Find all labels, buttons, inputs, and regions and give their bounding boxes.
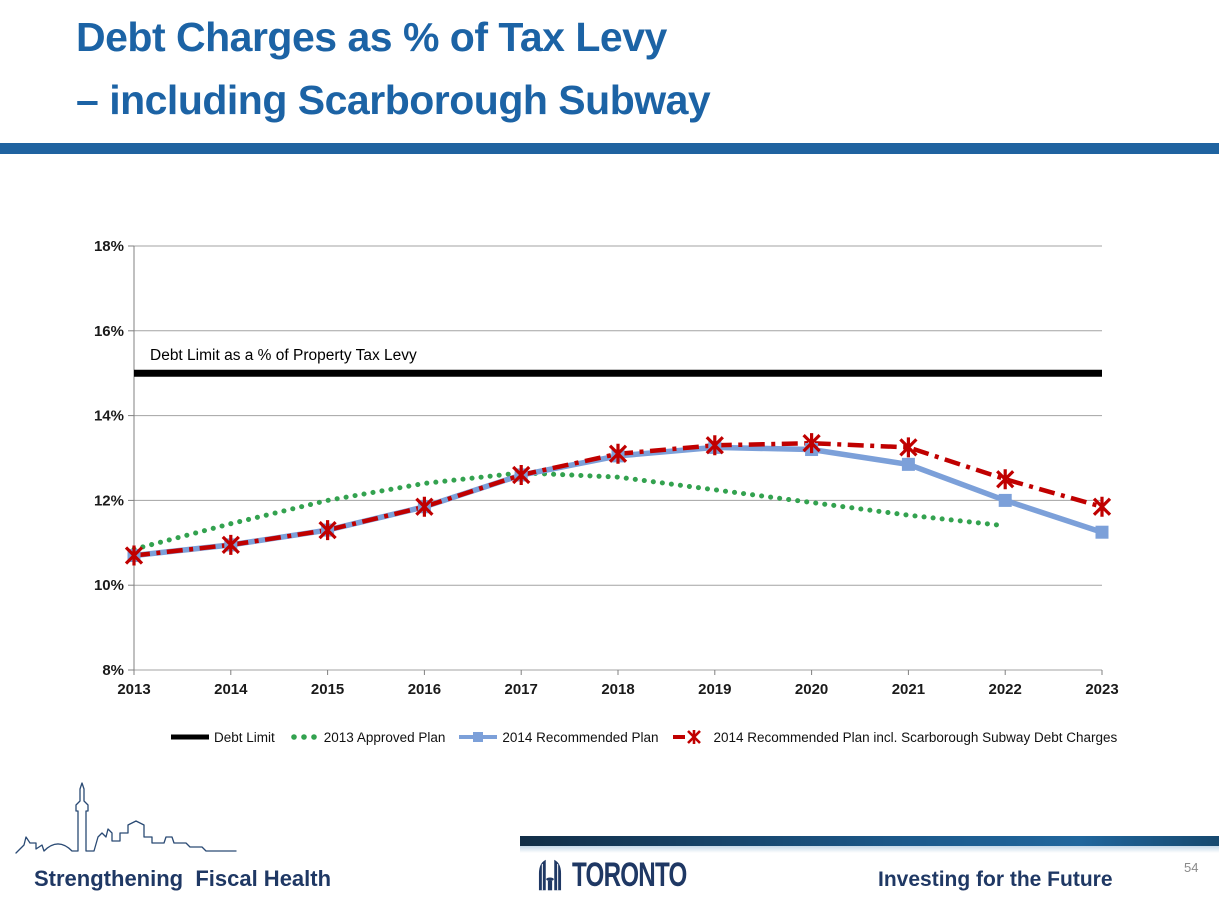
- title-rule-bar: [0, 143, 1219, 154]
- legend-label-2014-recommended: 2014 Recommended Plan: [502, 729, 659, 745]
- svg-text:2021: 2021: [891, 681, 926, 698]
- debt-chart-area: [0, 230, 1219, 710]
- legend-label-2013-approved: 2013 Approved Plan: [323, 729, 446, 745]
- svg-text:12%: 12%: [93, 492, 124, 510]
- svg-text:10%: 10%: [93, 577, 124, 595]
- red-dash-x-icon: [672, 727, 710, 747]
- chart-legend: [170, 727, 1219, 747]
- legend-item-2014-scarborough: [672, 727, 1118, 747]
- svg-text:18%: 18%: [93, 238, 124, 255]
- svg-text:2016: 2016: [407, 681, 442, 698]
- debt-limit-line-icon: [170, 730, 210, 744]
- slide-title-line2: – including Scarborough Subway: [76, 77, 711, 123]
- footer-divider-bar: [520, 836, 1219, 846]
- legend-label-debt-limit: Debt Limit: [214, 729, 275, 745]
- svg-text:8%: 8%: [102, 662, 124, 679]
- footer-left-text: Strengthening Fiscal Health: [34, 866, 332, 891]
- svg-text:16%: 16%: [93, 322, 124, 340]
- debt-chart: [0, 230, 1219, 710]
- footer-right-text: Investing for the Future: [878, 868, 1113, 891]
- svg-text:2023: 2023: [1085, 681, 1119, 698]
- legend-item-2014-recommended: [458, 729, 658, 745]
- svg-text:2018: 2018: [601, 681, 635, 698]
- svg-text:2017: 2017: [504, 681, 538, 698]
- page-number: 54: [1184, 860, 1199, 875]
- svg-text:2013: 2013: [117, 681, 151, 698]
- svg-text:2014: 2014: [214, 681, 248, 698]
- toronto-skyline-icon: [14, 779, 239, 859]
- green-dotted-line-icon: [288, 730, 320, 744]
- chart-annotation: Debt Limit as a % of Property Tax Levy: [150, 347, 417, 364]
- toronto-city-hall-icon: [533, 855, 567, 895]
- svg-text:2019: 2019: [698, 681, 732, 698]
- toronto-logo-text: TORONTO: [572, 854, 687, 895]
- legend-item-2013-approved: [288, 730, 446, 745]
- svg-text:2022: 2022: [988, 681, 1022, 698]
- slide-title-line1: Debt Charges as % of Tax Levy: [76, 14, 667, 60]
- legend-item-debt-limit: [170, 730, 275, 745]
- legend-label-2014-scarborough: 2014 Recommended Plan incl. Scarborough Subway Debt Charges: [713, 729, 1118, 745]
- slide-title: [76, 6, 1176, 132]
- svg-text:2015: 2015: [310, 681, 345, 698]
- blue-line-square-icon: [458, 729, 498, 745]
- svg-text:14%: 14%: [93, 407, 124, 425]
- footer-divider-fade: [520, 846, 1219, 853]
- toronto-logo: [533, 855, 719, 895]
- svg-text:2020: 2020: [794, 681, 829, 698]
